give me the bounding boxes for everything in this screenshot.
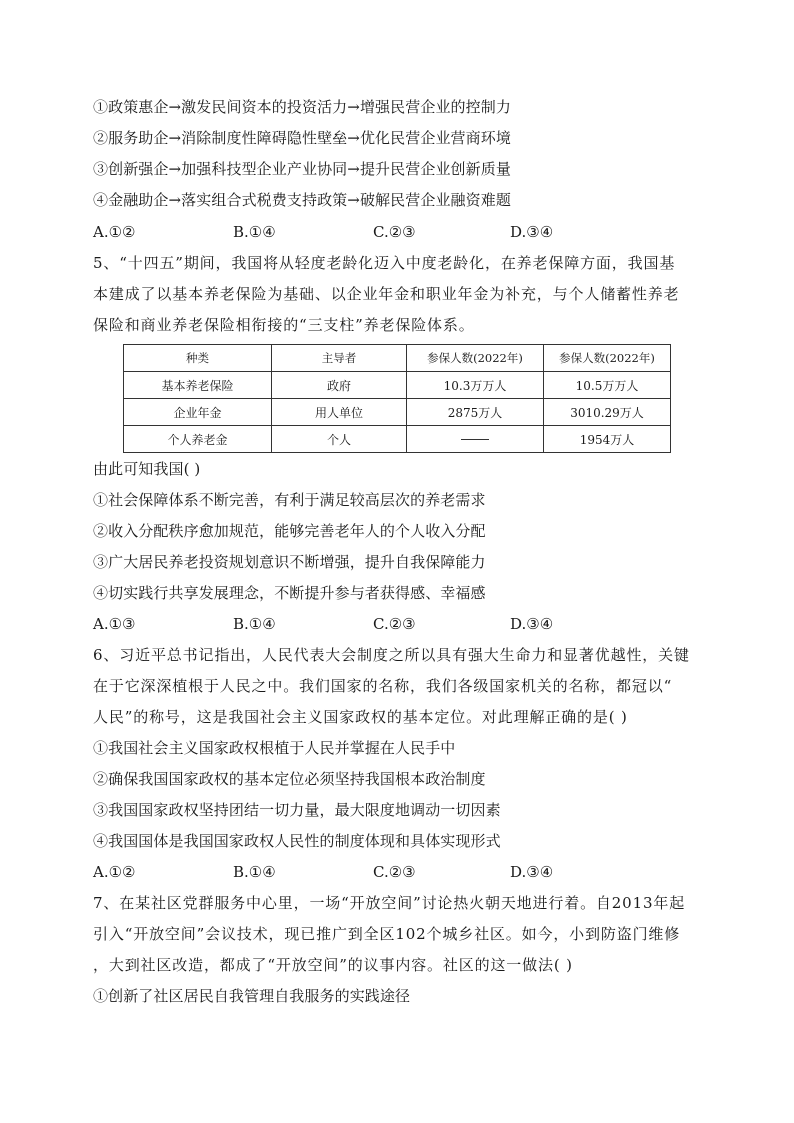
table-row bbox=[124, 372, 671, 399]
q5-option-1: ①社会保障体系不断完善，有利于满足较高层次的养老需求 bbox=[93, 491, 486, 509]
q6-stem-line-2: 在于它深深植根于人民之中。我们国家的名称，我们各级国家机关的名称，都冠以“ bbox=[93, 677, 673, 695]
table-cell-empty bbox=[407, 426, 544, 453]
q7-option-1: ①创新了社区居民自我管理自我服务的实践途径 bbox=[93, 987, 411, 1005]
table-cell: 1954万人 bbox=[544, 426, 671, 453]
q5-stem-line-1: 5、“十四五”期间，我国将从轻度老龄化迈入中度老龄化，在养老保障方面，我国基 bbox=[93, 254, 676, 272]
q7-stem-line-3: ，大到社区改造，都成了“开放空间”的议事内容。社区的这一做法( ) bbox=[93, 956, 573, 974]
q4-option-4: ④金融助企→落实组合式税费支持政策→破解民营企业融资难题 bbox=[93, 191, 511, 209]
q6-option-1: ①我国社会主义国家政权根植于人民并掌握在人民手中 bbox=[93, 739, 456, 757]
table-header-cell: 参保人数(2022年) bbox=[407, 345, 544, 372]
table-cell: 个人 bbox=[272, 426, 407, 453]
table-cell: 个人养老金 bbox=[124, 426, 272, 453]
table-row bbox=[124, 399, 671, 426]
q4-option-3: ③创新强企→加强科技型企业产业协同→提升民营企业创新质量 bbox=[93, 160, 511, 178]
q5-option-4: ④切实践行共享发展理念，不断提升参与者获得感、幸福感 bbox=[93, 584, 486, 602]
table-header-cell: 主导者 bbox=[272, 345, 407, 372]
dash-mark bbox=[461, 439, 489, 440]
q5-stem-line-2: 本建成了以基本养老保险为基础、以企业年金和职业年金为补充，与个人储蓄性养老 bbox=[93, 285, 680, 303]
q4-choice-b: B.①④ bbox=[233, 223, 276, 241]
q5-choice-d: D.③④ bbox=[510, 615, 554, 633]
q6-choice-b: B.①④ bbox=[233, 863, 276, 881]
table-cell: 基本养老保险 bbox=[124, 372, 272, 399]
q6-option-2: ②确保我国国家政权的基本定位必须坚持我国根本政治制度 bbox=[93, 770, 486, 788]
table-cell: 用人单位 bbox=[272, 399, 407, 426]
q4-option-1: ①政策惠企→激发民间资本的投资活力→增强民营企业的控制力 bbox=[93, 98, 511, 116]
q5-choice-c: C.②③ bbox=[373, 615, 416, 633]
table-cell: 10.5万万人 bbox=[544, 372, 671, 399]
table-header-cell: 参保人数(2022年) bbox=[544, 345, 671, 372]
q6-choice-d: D.③④ bbox=[510, 863, 554, 881]
table-cell: 3010.29万人 bbox=[544, 399, 671, 426]
q6-choices bbox=[93, 862, 693, 882]
q4-option-2: ②服务助企→消除制度性障碍隐性壁垒→优化民营企业营商环境 bbox=[93, 129, 511, 147]
q6-stem-line-1: 6、习近平总书记指出，人民代表大会制度之所以具有强大生命力和显著优越性，关键 bbox=[93, 646, 690, 664]
q4-choice-d: D.③④ bbox=[510, 223, 554, 241]
q6-option-3: ③我国国家政权坚持团结一切力量，最大限度地调动一切因素 bbox=[93, 801, 501, 819]
q6-option-4: ④我国国体是我国国家政权人民性的制度体现和具体实现形式 bbox=[93, 832, 501, 850]
table-cell: 10.3万万人 bbox=[407, 372, 544, 399]
q5-choices bbox=[93, 614, 693, 634]
q6-choice-c: C.②③ bbox=[373, 863, 416, 881]
table-cell: 政府 bbox=[272, 372, 407, 399]
pension-table bbox=[123, 344, 671, 453]
table-cell: 2875万人 bbox=[407, 399, 544, 426]
q6-choice-a: A.①② bbox=[93, 863, 136, 881]
q6-stem-line-3: 人民”的称号，这是我国社会主义国家政权的基本定位。对此理解正确的是( ) bbox=[93, 708, 628, 726]
q7-stem-line-2: 引入“开放空间”会议技术，现已推广到全区102个城乡社区。如今，小到防盗门维修 bbox=[93, 925, 681, 943]
q5-option-3: ③广大居民养老投资规划意识不断增强，提升自我保障能力 bbox=[93, 553, 486, 571]
table-header-cell: 种类 bbox=[124, 345, 272, 372]
q5-question: 由此可知我国( ) bbox=[93, 460, 201, 478]
table-header-row bbox=[124, 345, 671, 372]
q4-choice-c: C.②③ bbox=[373, 223, 416, 241]
q7-stem-line-1: 7、在某社区党群服务中心里，一场“开放空间”讨论热火朝天地进行着。自2013年起 bbox=[93, 894, 686, 912]
q4-choice-a: A.①② bbox=[93, 223, 136, 241]
q5-choice-a: A.①③ bbox=[93, 615, 136, 633]
table-cell: 企业年金 bbox=[124, 399, 272, 426]
table-row bbox=[124, 426, 671, 453]
q5-stem-line-3: 保险和商业养老保险相衔接的“三支柱”养老保险体系。 bbox=[93, 316, 475, 334]
q4-choices bbox=[93, 222, 693, 242]
q5-option-2: ②收入分配秩序愈加规范，能够完善老年人的个人收入分配 bbox=[93, 522, 486, 540]
q5-choice-b: B.①④ bbox=[233, 615, 276, 633]
